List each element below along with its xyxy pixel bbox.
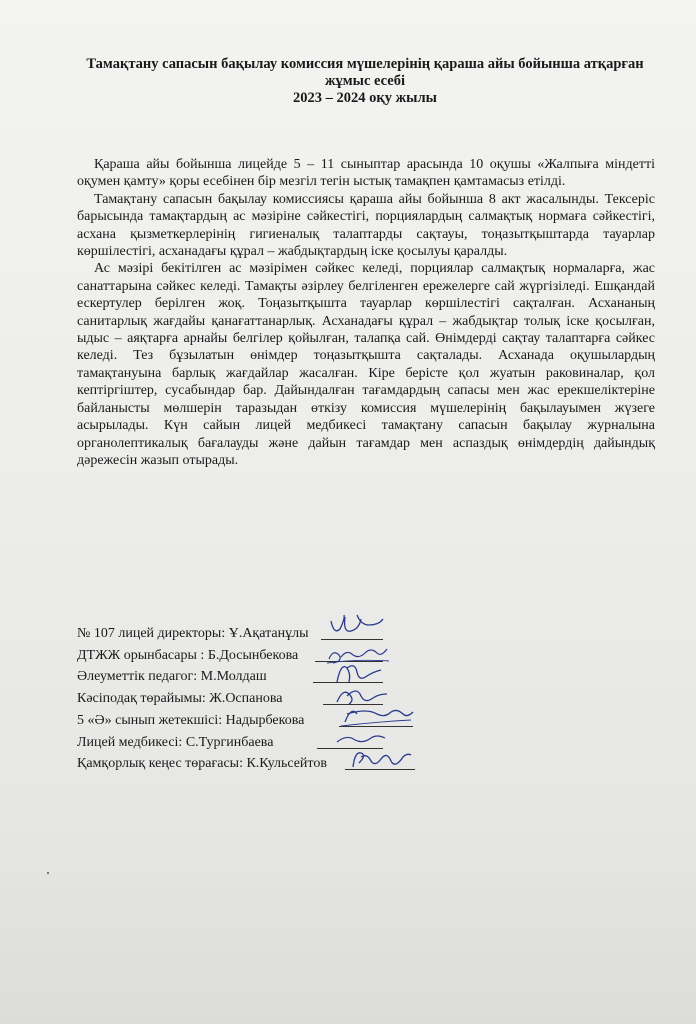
signature-block: [77, 623, 437, 775]
signatory-label: 5 «Ә» сынып жетекшісі: Надырбекова: [77, 712, 305, 728]
paragraph-1: Қараша айы бойынша лицейде 5 – 11 сыныптар арасында 10 оқушы «Жалпыға міндетті оқумен қамту» қоры есебінен бір мезгіл тегін ыстық тамақпен қамтамасыз етілді.: [77, 157, 655, 190]
signature-row-director: [77, 623, 437, 645]
report-body: [77, 156, 655, 469]
title-line-1: Тамақтану сапасын бақылау комиссия мүшелерінің қараша айы бойынша атқарған: [86, 56, 644, 72]
title-line-3: 2023 – 2024 оқу жылы: [293, 90, 437, 106]
handwritten-signature: [347, 745, 417, 775]
document-title: [40, 56, 690, 107]
signatory-label: Лицей медбикесі: С.Тургинбаева: [77, 734, 274, 750]
signatory-label: Әлеуметтік педагог: М.Молдаш: [77, 669, 267, 685]
title-line-2: жұмыс есебі: [325, 73, 405, 89]
signatory-label: Қамқорлық кеңес төрағасы: К.Кульсейтов: [77, 756, 327, 772]
speck: [47, 872, 49, 874]
signatory-label: Кәсіподақ төрайымы: Ж.Оспанова: [77, 691, 283, 707]
paragraph-3: Ас мәзірі бекітілген ас мәзірімен сәйкес келеді, порциялар салмақтық нормаларға, жас санаттарына сәйкес келеді. Тамақты әзірлеу белгіленген ережелерге сай жүргізіледі. Ешқандай ескертулер берілген жоқ. Тоңазытқышта тауарлар көршілестігі сақталған. Асхананың санитарлық жағдайы қанағаттанарлық. Асханадағы құрал – жабдықтар толық іске қосылған, ыдыс – аяқтарға арнайы белгілер қойылған, талапқа сай. Өнімдерді сақтау талаптарға сәйкес келеді. Тез бұзылатын өнімдер тоңазытқышта сақталады. Асханада оқушылардың тамақтануына барлық жағдайлар жасалған. Кіре берісте қол жуатын раковиналар, қол кептіргіштер, сусабындар бар. Дайындалған тағамдардың сапасы мен жас ерекшеліктеріне байланысты мөлшерін таразыдан өткізу комиссия мүшелерінің бақылауымен жүзеге асырылады. Күн сайын лицей медбикесі тамақтану сапасын бақылау журналына органолептикалық бағалауды және дайын тағамдар мен аспаздық өнімдердің дайындық дәрежесін жазып отырады.: [77, 261, 655, 468]
signatory-label: ДТЖЖ орынбасары : Б.Досынбекова: [77, 647, 299, 663]
signature-row-board-chair: [77, 753, 437, 775]
paragraph-2: Тамақтану сапасын бақылау комиссиясы қараша айы бойынша 8 акт жасалынды. Тексеріс барысында тамақтардың ас мәзіріне сәйкестігі, порциялардың салмақтық нормаға сәйкестігі, асхана қызметкерлерінің гигиеналық талаптарды сақтауы, тоңазытқыштарда тауарлар көршілестігі, асханадағы құрал – жабдықтардың іске қосылуы қаралды.: [77, 191, 655, 260]
signatory-label: № 107 лицей директоры: Ұ.Ақатанұлы: [77, 626, 309, 641]
handwritten-signature: [327, 611, 387, 645]
